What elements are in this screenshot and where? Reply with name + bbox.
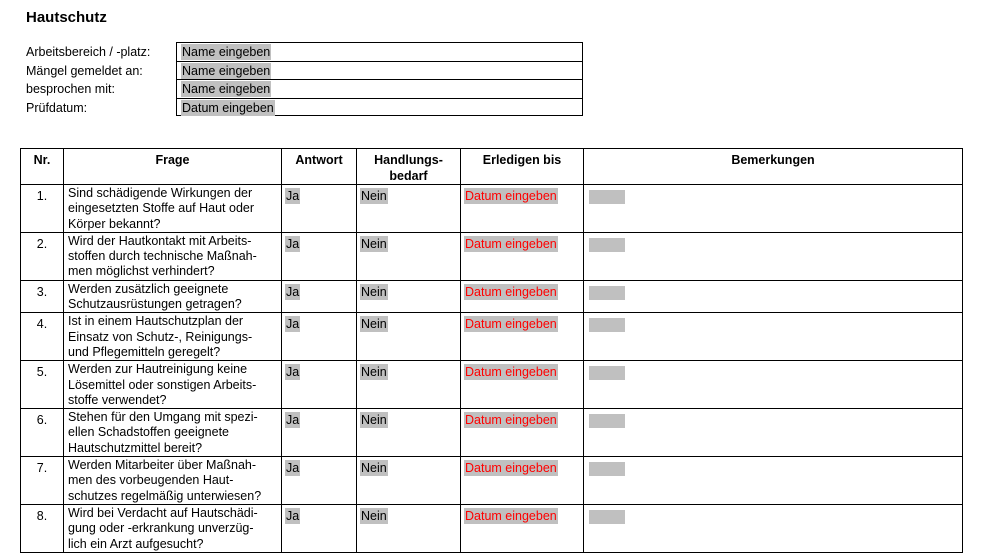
row-action-cell	[357, 232, 461, 280]
table-row	[21, 185, 963, 233]
header-handlungsbedarf	[357, 149, 461, 185]
question-line: Werden zusätzlich geeignete	[68, 281, 229, 296]
answer-dropdown[interactable]: Ja	[286, 189, 300, 203]
action-needed-dropdown[interactable]: Nein	[361, 189, 387, 203]
row-question	[64, 313, 282, 361]
table-row	[21, 361, 963, 409]
question-line: Wird bei Verdacht auf Hautschädi-	[68, 505, 258, 520]
row-answer-cell	[282, 457, 357, 505]
info-label-arbeitsbereich: Arbeitsbereich / -platz:	[26, 45, 151, 59]
checklist-table	[20, 148, 963, 553]
besprochen-field[interactable]: Name eingeben	[182, 82, 271, 96]
remarks-field[interactable]	[589, 286, 625, 300]
answer-dropdown[interactable]: Ja	[286, 508, 300, 523]
remarks-field[interactable]	[589, 366, 625, 380]
row-number: 1.	[21, 185, 64, 233]
row-due-date-cell	[461, 361, 584, 409]
question-line: Wird der Hautkontakt mit Arbeits-	[68, 233, 252, 248]
row-due-date-cell	[461, 313, 584, 361]
row-number: 8.	[21, 504, 64, 552]
row-due-date-cell	[461, 457, 584, 505]
answer-dropdown[interactable]: Ja	[286, 236, 300, 251]
question-line: men des vorbeugenden Haut-	[68, 473, 234, 488]
question-line: Einsatz von Schutz-, Reinigungs-	[68, 329, 253, 344]
info-row-arbeitsbereich	[177, 43, 582, 62]
row-action-cell	[357, 185, 461, 233]
question-line: Ist in einem Hautschutzplan der	[68, 314, 244, 329]
row-remarks-cell	[584, 409, 963, 457]
header-handlungsbedarf-line2: bedarf	[389, 169, 428, 183]
due-date-field[interactable]: Datum eingeben	[465, 413, 557, 428]
action-needed-dropdown[interactable]: Nein	[361, 413, 387, 428]
row-number: 3.	[21, 280, 64, 313]
question-line: Schutzausrüstungen getragen?	[68, 297, 242, 312]
row-action-cell	[357, 313, 461, 361]
due-date-field[interactable]: Datum eingeben	[465, 284, 557, 299]
answer-dropdown[interactable]: Ja	[286, 317, 300, 332]
remarks-field[interactable]	[589, 238, 625, 252]
question-line: Stehen für den Umgang mit spezi-	[68, 410, 258, 425]
remarks-field[interactable]	[589, 318, 625, 332]
row-answer-cell	[282, 409, 357, 457]
info-box	[176, 42, 583, 116]
row-action-cell	[357, 280, 461, 313]
due-date-field[interactable]: Datum eingeben	[465, 365, 557, 380]
row-question	[64, 409, 282, 457]
maengel-field[interactable]: Name eingeben	[182, 63, 271, 78]
row-question	[64, 185, 282, 233]
question-line: stoffen durch technische Maßnah-	[68, 249, 257, 264]
header-bemerkungen: Bemerkungen	[584, 149, 963, 185]
question-line: Hautschutzmittel bereit?	[68, 440, 203, 455]
row-question	[64, 504, 282, 552]
remarks-field[interactable]	[589, 190, 625, 204]
question-line: Lösemittel oder sonstigen Arbeits-	[68, 377, 257, 392]
action-needed-dropdown[interactable]: Nein	[361, 365, 387, 380]
table-row	[21, 280, 963, 313]
answer-dropdown[interactable]: Ja	[286, 461, 300, 476]
row-number: 6.	[21, 409, 64, 457]
table-row	[21, 232, 963, 280]
row-action-cell	[357, 457, 461, 505]
row-due-date-cell	[461, 280, 584, 313]
info-label-pruefdatum: Prüfdatum:	[26, 101, 88, 115]
row-action-cell	[357, 361, 461, 409]
question-line: Sind schädigende Wirkungen der	[68, 186, 253, 200]
row-answer-cell	[282, 313, 357, 361]
question-line: ellen Schadstoffen geeignete	[68, 425, 230, 440]
page-title: Hautschutz	[26, 9, 107, 26]
question-line: gung oder -erkrankung unverzüg-	[68, 521, 254, 536]
due-date-field[interactable]: Datum eingeben	[465, 508, 557, 523]
row-number: 4.	[21, 313, 64, 361]
pruefdatum-field[interactable]: Datum eingeben	[182, 100, 274, 115]
row-remarks-cell	[584, 280, 963, 313]
row-remarks-cell	[584, 457, 963, 505]
answer-dropdown[interactable]: Ja	[286, 284, 300, 299]
remarks-field[interactable]	[589, 414, 625, 428]
question-line: schutzes regelmäßig unterwiesen?	[68, 488, 262, 503]
row-remarks-cell	[584, 504, 963, 552]
due-date-field[interactable]: Datum eingeben	[465, 317, 557, 332]
info-row-pruefdatum	[177, 99, 582, 118]
due-date-field[interactable]: Datum eingeben	[465, 236, 557, 251]
table-header-row	[21, 149, 963, 185]
question-line: lich ein Arzt aufgesucht?	[68, 536, 204, 551]
table-row	[21, 313, 963, 361]
action-needed-dropdown[interactable]: Nein	[361, 508, 387, 523]
row-number: 7.	[21, 457, 64, 505]
action-needed-dropdown[interactable]: Nein	[361, 461, 387, 476]
row-answer-cell	[282, 232, 357, 280]
row-remarks-cell	[584, 313, 963, 361]
table-row	[21, 409, 963, 457]
row-question	[64, 457, 282, 505]
row-number: 2.	[21, 232, 64, 280]
answer-dropdown[interactable]: Ja	[286, 365, 300, 380]
row-remarks-cell	[584, 232, 963, 280]
row-answer-cell	[282, 504, 357, 552]
action-needed-dropdown[interactable]: Nein	[361, 317, 387, 332]
table-row	[21, 457, 963, 505]
row-action-cell	[357, 409, 461, 457]
arbeitsbereich-field[interactable]: Name eingeben	[182, 45, 271, 59]
row-answer-cell	[282, 185, 357, 233]
remarks-field[interactable]	[589, 510, 625, 524]
answer-dropdown[interactable]: Ja	[286, 413, 300, 428]
row-due-date-cell	[461, 232, 584, 280]
header-handlungsbedarf-line1: Handlungs-	[374, 153, 443, 167]
row-action-cell	[357, 504, 461, 552]
question-line: stoffe verwendet?	[68, 392, 167, 407]
table-row	[21, 504, 963, 552]
info-row-maengel	[177, 62, 582, 81]
row-question	[64, 361, 282, 409]
due-date-field[interactable]: Datum eingeben	[465, 189, 557, 203]
action-needed-dropdown[interactable]: Nein	[361, 284, 387, 299]
row-question	[64, 232, 282, 280]
question-line: Körper bekannt?	[68, 216, 161, 231]
header-nr: Nr.	[21, 149, 64, 185]
row-due-date-cell	[461, 185, 584, 233]
question-line: men möglichst verhindert?	[68, 264, 215, 279]
info-row-besprochen	[177, 80, 582, 99]
header-erledigen: Erledigen bis	[461, 149, 584, 185]
info-label-besprochen: besprochen mit:	[26, 82, 115, 96]
row-due-date-cell	[461, 409, 584, 457]
row-remarks-cell	[584, 185, 963, 233]
row-due-date-cell	[461, 504, 584, 552]
info-label-maengel: Mängel gemeldet an:	[26, 64, 143, 78]
row-answer-cell	[282, 361, 357, 409]
header-antwort: Antwort	[282, 149, 357, 185]
question-line: eingesetzten Stoffe auf Haut oder	[68, 201, 255, 216]
question-line: Werden Mitarbeiter über Maßnah-	[68, 458, 257, 473]
header-frage: Frage	[64, 149, 282, 185]
row-number: 5.	[21, 361, 64, 409]
remarks-field[interactable]	[589, 462, 625, 476]
due-date-field[interactable]: Datum eingeben	[465, 461, 557, 476]
row-question	[64, 280, 282, 313]
question-line: und Pflegemitteln geregelt?	[68, 344, 221, 359]
row-remarks-cell	[584, 361, 963, 409]
row-answer-cell	[282, 280, 357, 313]
question-line: Werden zur Hautreinigung keine	[68, 362, 248, 377]
action-needed-dropdown[interactable]: Nein	[361, 236, 387, 251]
